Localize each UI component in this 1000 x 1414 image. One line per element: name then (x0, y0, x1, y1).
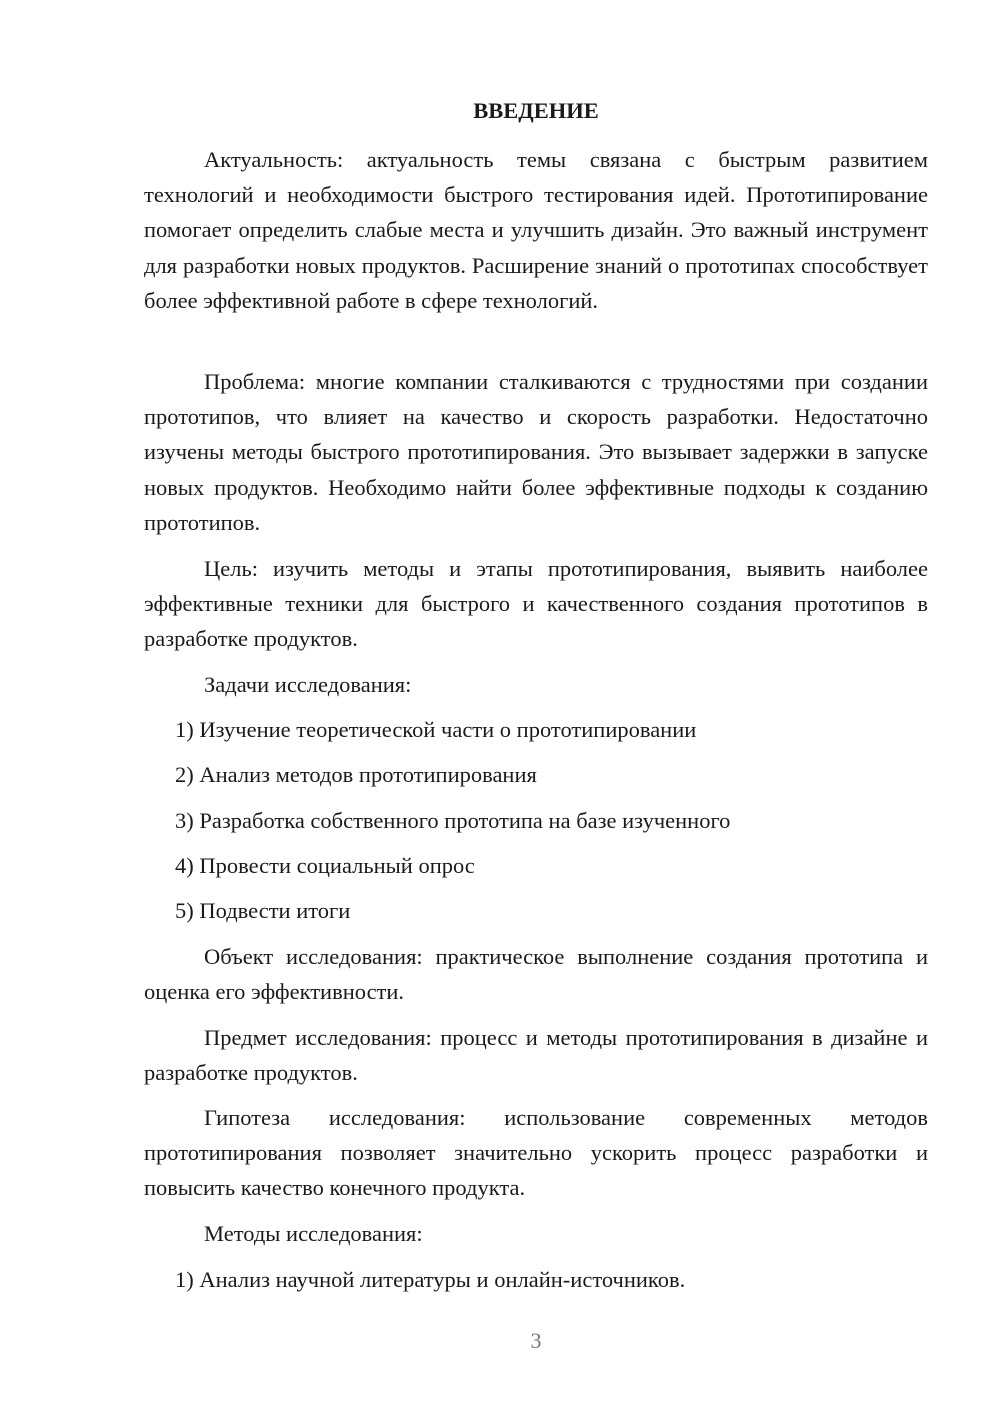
task-item: 4) Провести социальный опрос (175, 853, 475, 878)
page-number: 3 (530, 1328, 542, 1353)
tasks-heading: Задачи исследования: (204, 672, 412, 697)
task-item: 5) Подвести итоги (175, 898, 351, 923)
relevance-paragraph: Актуальность: актуальность темы связана с быстрым развитием технологий и необходимости быстрого тестирования идей. Прототипирование помогает определить слабые места и улучшить дизайн. Это важный инструмент для разработки новых продуктов. Расширение знаний о прототипах способствует более эффективной работе в сфере технологий. (144, 147, 928, 313)
subject-paragraph: Предмет исследования: процесс и методы прототипирования в дизайне и разработке продуктов. (144, 1025, 928, 1086)
method-item: 1) Анализ научной литературы и онлайн-источников. (175, 1267, 686, 1292)
task-item: 3) Разработка собственного прототипа на базе изученного (175, 808, 731, 833)
goal-paragraph: Цель: изучить методы и этапы прототипирования, выявить наиболее эффективные техники для быстрого и качественного создания прототипов в разработке продуктов. (144, 556, 928, 652)
object-paragraph: Объект исследования: практическое выполнение создания прототипа и оценка его эффективности. (144, 944, 928, 1005)
page-title: ВВЕДЕНИЕ (473, 98, 599, 123)
hypothesis-paragraph: Гипотеза исследования: использование современных методов прототипирования позволяет значительно ускорить процесс разработки и повысить качество конечного продукта. (144, 1105, 928, 1201)
task-item: 1) Изучение теоретической части о прототипировании (175, 717, 697, 742)
problem-paragraph: Проблема: многие компании сталкиваются с трудностями при создании прототипов, что влияет на качество и скорость разработки. Недостаточно изучены методы быстрого прототипирования. Это вызывает задержки в запуске новых продуктов. Необходимо найти более эффективные подходы к созданию прототипов. (144, 369, 928, 535)
task-item: 2) Анализ методов прототипирования (175, 762, 537, 787)
methods-heading: Методы исследования: (204, 1221, 423, 1246)
